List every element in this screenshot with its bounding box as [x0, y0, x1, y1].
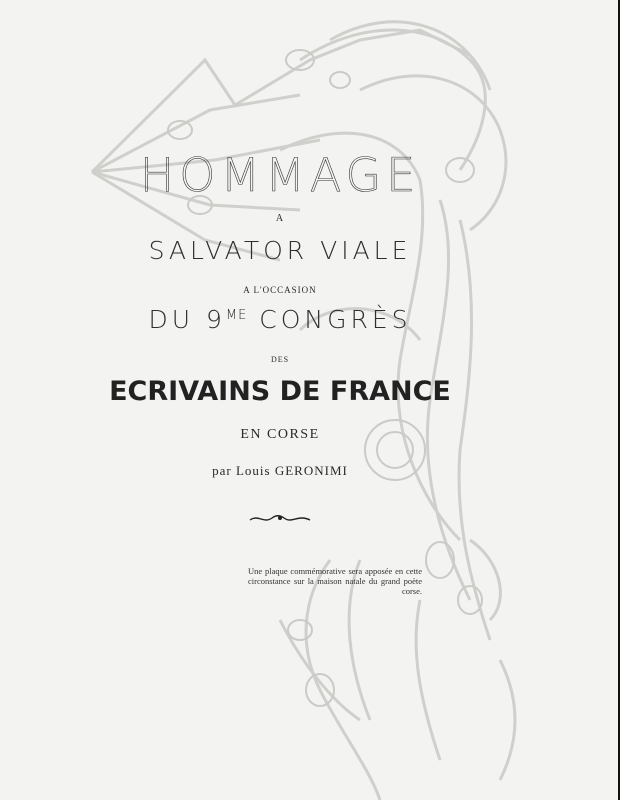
preposition-a: A	[275, 213, 285, 224]
congress-superscript: ME	[225, 308, 248, 323]
title: HOMMAGE	[139, 148, 421, 202]
en-corse-line: EN CORSE	[240, 427, 320, 442]
occasion-line: A L'OCCASION	[243, 285, 317, 295]
congress-suffix: CONGRÈS	[247, 305, 412, 334]
congress-prefix: DU 9	[148, 305, 226, 334]
des-line: DES	[270, 355, 290, 364]
flourish-divider	[248, 512, 312, 526]
subject-name: SALVATOR VIALE	[148, 236, 412, 265]
congress-line	[0, 305, 560, 334]
plaque-note: Une plaque commémorative sera apposée en cette circonstance sur la maison natale du grand poète corse.	[248, 566, 422, 596]
byline: par Louis GERONIMI	[212, 463, 348, 478]
ecrivains-heading: ECRIVAINS DE FRANCE	[109, 376, 451, 407]
